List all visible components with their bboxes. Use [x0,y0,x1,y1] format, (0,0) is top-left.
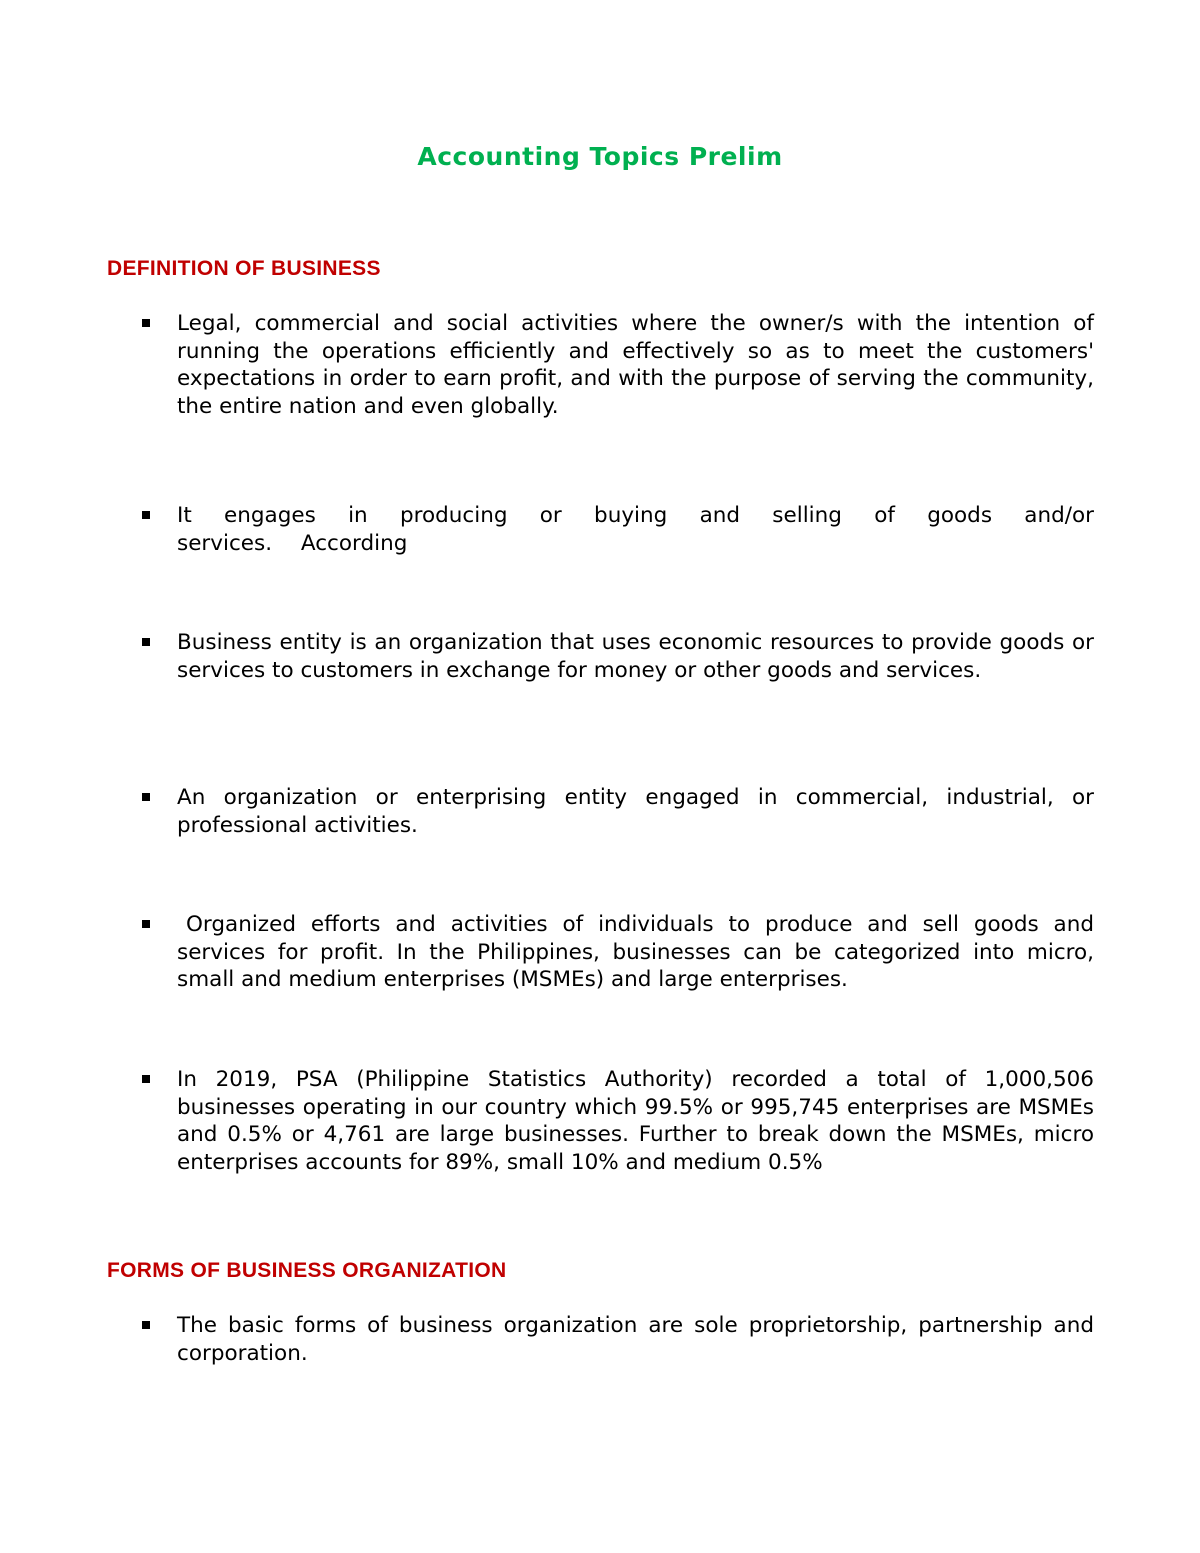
square-bullet-icon [142,1321,150,1329]
section-heading-forms: FORMS OF BUSINESS ORGANIZATION [107,1259,507,1282]
list-item [142,1066,1094,1176]
square-bullet-icon [142,793,150,801]
list-item [142,784,1094,839]
bullet-text: Business entity is an organization that uses economic resources to provide goods or services to customers in exchange for money or other goods and services. [177,630,1094,683]
square-bullet-icon [142,638,150,646]
bullet-text: In 2019, PSA (Philippine Statistics Authority) recorded a total of 1,000,506 businesses operating in our country which 99.5% or 995,745 enterprises are MSMEs and 0.5% or 4,761 are large businesses. Further to break down the MSMEs, micro enterprises accounts for 89%, small 10% and medium 0.5% [177,1067,1094,1175]
document-title: Accounting Topics Prelim [417,142,783,171]
square-bullet-icon [142,1075,150,1083]
list-item [142,1312,1094,1367]
square-bullet-icon [142,511,150,519]
bullet-text: Legal, commercial and social activities where the owner/s with the intention of running the operations efficiently and effectively so as to meet the customers' expectations in order to earn profit, and with the purpose of serving the community, the entire nation and even globally. [177,311,1094,419]
square-bullet-icon [142,319,150,327]
list-item [142,911,1094,994]
list-item [142,629,1094,684]
bullet-text: The basic forms of business organization are sole proprietorship, partnership and corporation. [177,1313,1094,1366]
section-heading-definition: DEFINITION OF BUSINESS [107,257,381,280]
square-bullet-icon [142,920,150,928]
bullet-text: Organized efforts and activities of individuals to produce and sell goods and services for profit. In the Philippines, businesses can be categorized into micro, small and medium enterprises (MSMEs) and large enterprises. [177,912,1094,993]
list-item [142,502,1094,557]
list-item [142,310,1094,420]
bullet-text: An organization or enterprising entity engaged in commercial, industrial, or professional activities. [177,785,1094,838]
bullet-text: It engages in producing or buying and selling of goods and/or services. According [177,503,1094,556]
